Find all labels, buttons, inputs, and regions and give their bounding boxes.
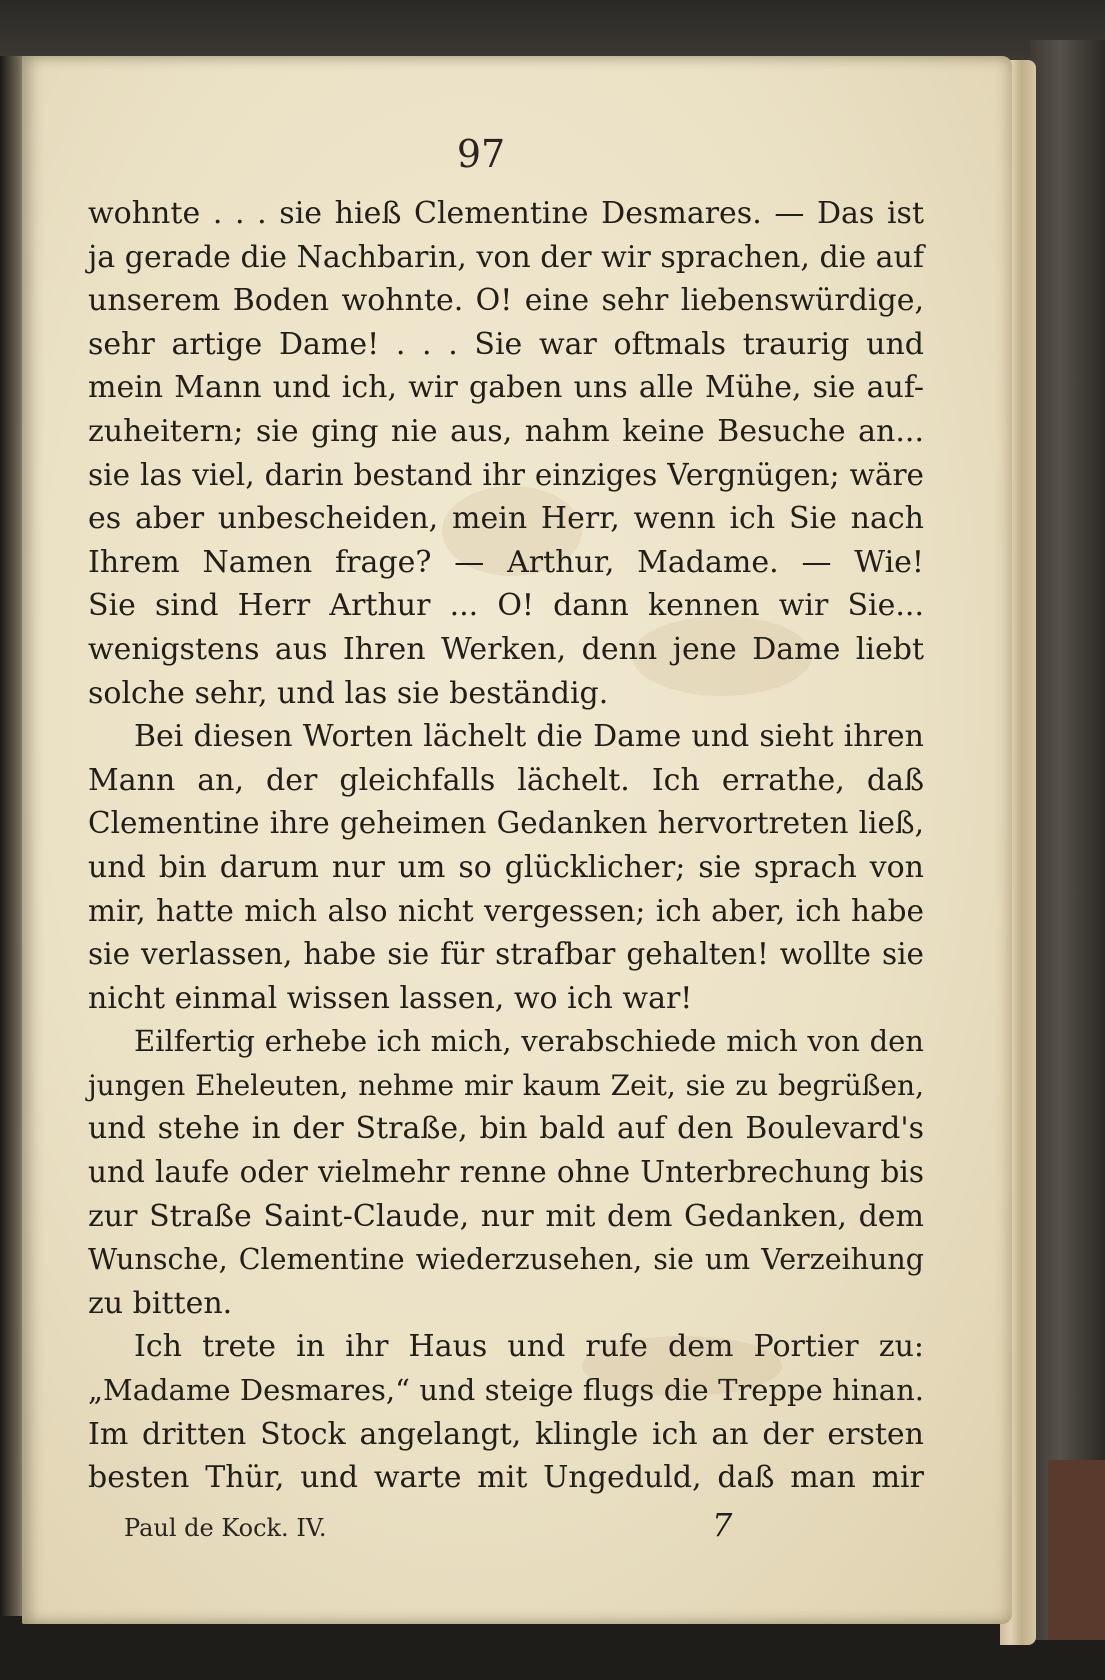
text-line: wohnte . . . sie hieß Clementine Desmares. — Das ist: [88, 196, 924, 231]
book-cover-edge: [1030, 40, 1105, 1640]
text-line: Ich trete in ihr Haus und rufe dem Portier zu:: [134, 1329, 924, 1365]
text-line: Bei diesen Worten lächelt die Dame und sieht ihren: [134, 719, 924, 755]
text-line: besten Thür, und warte mit Ungeduld, daß man mir: [88, 1460, 924, 1496]
text-line: Wunsche, Clementine wiederzusehen, sie um Verzeihung: [88, 1243, 924, 1277]
text-line: Sie sind Herr Arthur ... O! dann kennen wir Sie...: [88, 588, 924, 624]
text-line: Mann an, der gleichfalls lächelt. Ich errathe, daß: [88, 762, 924, 798]
book-page: [22, 56, 1012, 1624]
text-line: zur Straße Saint-Claude, nur mit dem Gedanken, dem: [88, 1198, 924, 1234]
text-line: wenigstens aus Ihren Werken, denn jene Dame liebt: [88, 631, 924, 667]
text-line: „Madame Desmares,“ und steige flugs die Treppe hinan.: [88, 1373, 924, 1408]
text-line: Im dritten Stock angelangt, klingle ich an der ersten: [88, 1416, 924, 1452]
text-line: sehr artige Dame! . . . Sie war oftmals traurig und: [88, 326, 924, 362]
text-line: Ihrem Namen frage? — Arthur, Madame. — Wie!: [88, 544, 924, 580]
text-line: ja gerade die Nachbarin, von der wir sprachen, die auf: [88, 239, 924, 275]
text-line: zu bitten.: [88, 1285, 233, 1321]
text-line: und laufe oder vielmehr renne ohne Unterbrechung bis: [88, 1155, 924, 1190]
text-line: mir, hatte mich also nicht vergessen; ich aber, ich habe: [88, 893, 924, 928]
text-line: unserem Boden wohnte. O! eine sehr liebenswürdige,: [88, 283, 924, 319]
scan-background-top: [0, 0, 1105, 62]
body-text: [88, 192, 924, 1500]
text-line: und bin darum nur um so glücklicher; sie sprach von: [88, 849, 924, 885]
footer-signature: Paul de Kock. IV.: [124, 1514, 327, 1542]
text-line: solche sehr, und las sie beständig.: [88, 675, 609, 711]
text-line: sie verlassen, habe sie für strafbar gehalten! wollte sie: [88, 937, 924, 972]
text-line: jungen Eheleuten, nehme mir kaum Zeit, sie zu begrüßen,: [88, 1068, 924, 1102]
book-cover-leather-corner: [1048, 1460, 1105, 1640]
text-line: es aber unbescheiden, mein Herr, wenn ich Sie nach: [88, 501, 924, 537]
page-number: 97: [456, 132, 506, 176]
text-line: sie las viel, darin bestand ihr einziges Vergnügen; wäre: [88, 457, 924, 492]
text-line: Eilfertig erhebe ich mich, verabschiede mich von den: [134, 1024, 924, 1059]
text-line: und stehe in der Straße, bin bald auf den Boulevard's: [88, 1111, 924, 1147]
text-line: zuheitern; sie ging nie aus, nahm keine Besuche an...: [88, 413, 924, 449]
text-line: Clementine ihre geheimen Gedanken hervortreten ließ,: [88, 806, 924, 841]
text-line: mein Mann und ich, wir gaben uns alle Mühe, sie auf-: [88, 370, 924, 406]
footer-sheet-number: 7: [712, 1506, 733, 1544]
text-line: nicht einmal wissen lassen, wo ich war!: [88, 980, 693, 1016]
